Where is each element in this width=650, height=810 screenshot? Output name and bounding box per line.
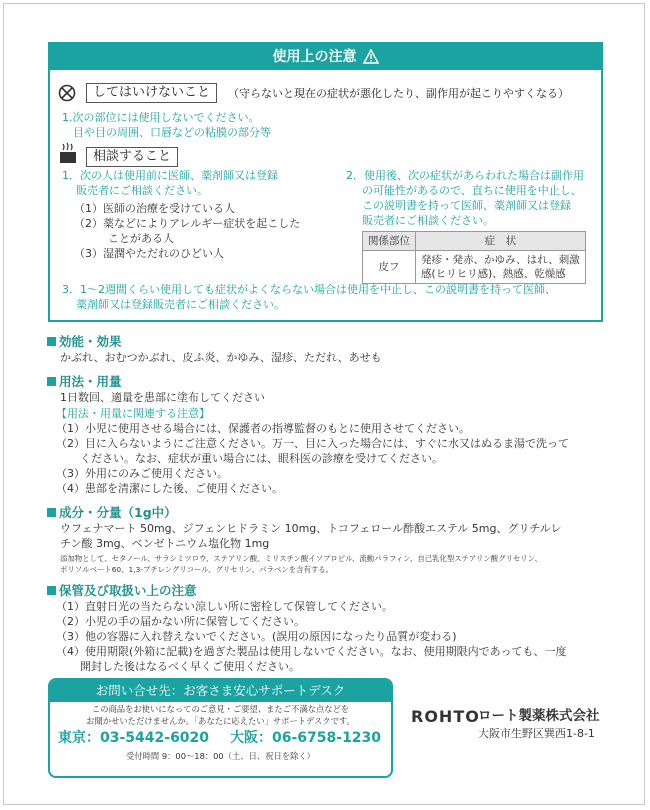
contact-note-1: この商品をお使いになってのご意見・ご要望、またご不満な点などを bbox=[91, 704, 350, 714]
usage-note-3: （3）外用にのみご使用ください。 bbox=[56, 467, 228, 480]
rohto-logo: ROHTO bbox=[411, 707, 480, 726]
contact-header: お問い合せ先：お客さま安心サポートデスク bbox=[50, 680, 391, 702]
consult-label: 相談すること bbox=[86, 147, 178, 167]
dont-label: してはいけないこと bbox=[86, 83, 217, 103]
caution-header bbox=[50, 44, 601, 70]
consult-sub-3: （3）湿潤やただれのひどい人 bbox=[74, 247, 224, 260]
usage-note-2-b: ください。なお、症状が重い場合には、眼科医の診療を受けてください。 bbox=[80, 452, 443, 465]
company-name: ロート製薬株式会社 bbox=[478, 708, 600, 724]
ingredients-line-1: ウフェナマート 50mg、ジフェンヒドラミン 10mg、トコフェロール酢酸エステル 5mg、グリチルレ bbox=[60, 522, 562, 535]
usage-note-2: （2）目に入らないようにご注意ください。万一、目に入った場合には、すぐに水又はぬるま湯で洗って bbox=[56, 437, 569, 450]
consult-item-2-d: 販売者にご相談ください。 bbox=[362, 214, 494, 227]
usage-title: 用法・用量 bbox=[59, 374, 122, 389]
consult-sub-2: （2）薬などによりアレルギー症状を起こした bbox=[74, 217, 301, 230]
storage-item-1: （1）直射日光の当たらない涼しい所に密栓して保管してください。 bbox=[56, 600, 393, 613]
caution-title: 使用上の注意 bbox=[272, 49, 357, 65]
dont-item-1-detail: 目や目の周囲、口唇などの粘膜の部分等 bbox=[73, 126, 271, 139]
table-symptoms-line-1: 発疹・発赤、かゆみ、はれ、刺激 bbox=[421, 254, 580, 266]
table-symptoms bbox=[416, 251, 586, 284]
usage-sub-title: 【用法・用量に関連する注意】 bbox=[56, 407, 210, 420]
ingredients-heading bbox=[47, 503, 177, 521]
table-header-part: 関係部位 bbox=[363, 232, 416, 251]
ingredients-title: 成分・分量（1g中） bbox=[59, 505, 177, 520]
prohibited-icon bbox=[58, 84, 76, 102]
consult-icon bbox=[58, 142, 78, 164]
efficacy-title: 効能・効果 bbox=[59, 334, 122, 349]
contact-note-2: お聞かせいただけませんか。「あなたに応えたい」サポートデスクです。 bbox=[86, 716, 355, 726]
symptom-table bbox=[362, 231, 586, 284]
consult-item-2-b: の可能性があるので、直ちに使用を中止し、 bbox=[362, 184, 582, 197]
storage-heading bbox=[47, 581, 197, 599]
ingredients-line-2: チン酸 3mg、ベンゼトニウム塩化物 1mg bbox=[60, 537, 270, 550]
consult-item-3: 3．1～2週間くらい使用しても症状がよくならない場合は使用を中止し、この説明書を持って医師、 bbox=[62, 283, 556, 296]
table-header-symptom: 症 状 bbox=[416, 232, 586, 251]
company-address: 大阪市生野区巽西1-8-1 bbox=[478, 727, 595, 740]
consult-sub-1: （1）医師の治療を受けている人 bbox=[74, 202, 235, 215]
storage-item-3: （3）他の容器に入れ替えないでください。(誤用の原因になったり品質が変わる) bbox=[56, 630, 457, 643]
table-part: 皮フ bbox=[363, 251, 416, 284]
contact-box bbox=[48, 678, 393, 778]
dont-note: （守らないと現在の症状が悪化したり、副作用が起こりやすくなる） bbox=[228, 87, 569, 100]
consult-item-1: 1．次の人は使用前に医師、薬剤師又は登録 bbox=[62, 169, 278, 182]
storage-item-2: （2）小児の手の届かない所に保管してください。 bbox=[56, 615, 305, 628]
storage-item-4: （4）使用期限(外箱に記載)を過ぎた製品は使用しないでください。なお、使用期限内であっても、一度 bbox=[56, 645, 567, 658]
consult-item-1-b: 販売者にご相談ください。 bbox=[76, 184, 208, 197]
consult-item-2: 2．使用後、次の症状があらわれた場合は副作用 bbox=[346, 169, 584, 182]
additives-line-2: ポリソルベート60、1,3-ブチレングリコール、グリセリン、パラベンを含有する。 bbox=[60, 565, 334, 574]
table-symptoms-line-2: 感(ヒリヒリ感)、熱感、乾燥感 bbox=[421, 268, 566, 280]
usage-note-4: （4）患部を清潔にした後、ご使用ください。 bbox=[56, 482, 283, 495]
additives-line-1: 添加物として、セタノール、サラシミツロウ、ステアリン酸、ミリスチン酸イソプロピル、流動パラフィン、自己乳化型ステアリン酸グリセリン、 bbox=[60, 554, 542, 563]
dont-item-1: 1.次の部位には使用しないでください。 bbox=[62, 111, 260, 124]
efficacy-heading bbox=[47, 332, 122, 350]
usage-heading bbox=[47, 372, 122, 390]
storage-item-4-b: 開封した後はなるべく早くご使用ください。 bbox=[80, 660, 300, 673]
warning-icon bbox=[363, 49, 379, 64]
efficacy-text: かぶれ、おむつかぶれ、皮ふ炎、かゆみ、湿疹、ただれ、あせも bbox=[60, 351, 382, 364]
consult-item-3-b: 薬剤師又は登録販売者にご相談ください。 bbox=[76, 298, 285, 311]
usage-note-1: （1）小児に使用させる場合には、保護者の指導監督のもとに使用させてください。 bbox=[56, 422, 470, 435]
consult-item-2-c: この説明書を持って医師、薬剤師又は登録 bbox=[362, 199, 571, 212]
consult-sub-2-b: ことがある人 bbox=[108, 232, 174, 245]
tokyo-phone[interactable]: 東京：03-5442-6020 bbox=[58, 730, 210, 746]
osaka-phone[interactable]: 大阪：06-6758-1230 bbox=[230, 730, 382, 746]
storage-title: 保管及び取扱い上の注意 bbox=[59, 583, 197, 598]
usage-text: 1日数回、適量を患部に塗布してください bbox=[60, 391, 265, 404]
contact-hours: 受付時間 9：00～18：00（土、日、祝日を除く） bbox=[126, 751, 315, 761]
